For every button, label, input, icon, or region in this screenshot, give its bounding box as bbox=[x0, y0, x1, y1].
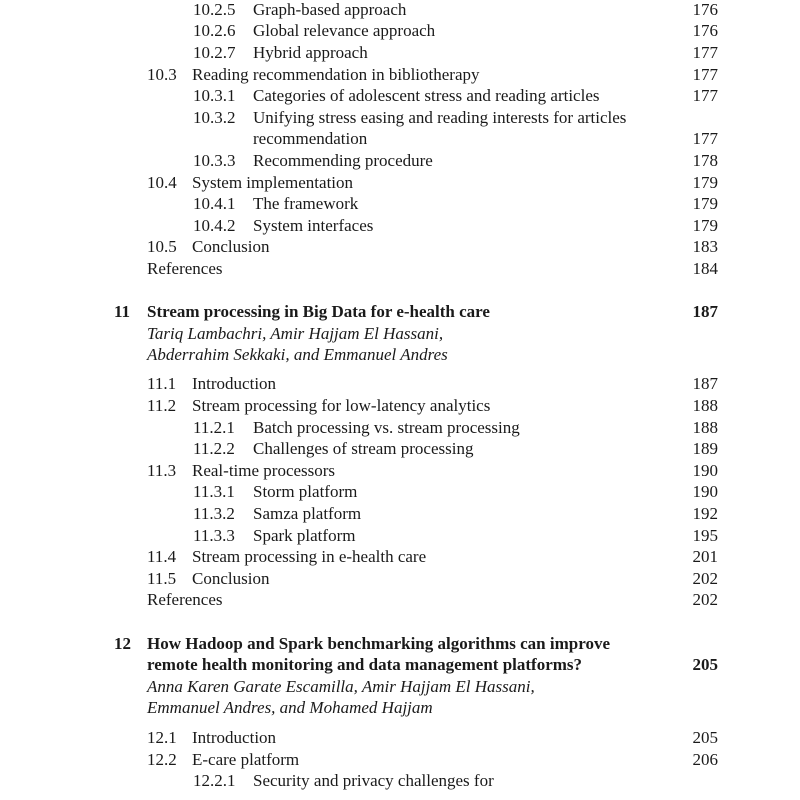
entry-number: 11.4 bbox=[147, 547, 177, 566]
entry-title: References bbox=[147, 259, 223, 278]
entry-title: System implementation bbox=[192, 173, 354, 192]
entry-page: 179 bbox=[692, 173, 718, 192]
entry-title: E-care platform bbox=[192, 750, 300, 769]
entry-page: 178 bbox=[692, 151, 718, 170]
entry-number: 10.4.2 bbox=[193, 216, 236, 235]
chapter-number: 12 bbox=[114, 634, 131, 653]
entry-number: 11.5 bbox=[147, 569, 177, 588]
entry-number: 10.3.1 bbox=[193, 86, 236, 105]
entry-page: 188 bbox=[692, 418, 718, 437]
entry-number: 12.2.1 bbox=[193, 771, 236, 790]
entry-page: 190 bbox=[692, 461, 718, 480]
entry-title: Real-time processors bbox=[192, 461, 336, 480]
entry-page: 177 bbox=[692, 86, 718, 105]
entry-page: 176 bbox=[692, 21, 718, 40]
entry-number: 11.3.2 bbox=[193, 504, 235, 523]
entry-page: 177 bbox=[692, 65, 718, 84]
entry-number: 11.2 bbox=[147, 396, 177, 415]
entry-number: 11.3 bbox=[147, 461, 177, 480]
entry-page: 192 bbox=[692, 504, 718, 523]
entry-number: 10.5 bbox=[147, 237, 177, 256]
chapter-title-continued: remote health monitoring and data management platforms? bbox=[147, 655, 583, 674]
entry-number: 10.4 bbox=[147, 173, 177, 192]
entry-page: 184 bbox=[692, 259, 718, 278]
entry-number: 12.2 bbox=[147, 750, 177, 769]
entry-number: 10.3.2 bbox=[193, 108, 236, 127]
entry-title: Unifying stress easing and reading interests for articles bbox=[253, 108, 627, 127]
entry-page: 179 bbox=[692, 194, 718, 213]
entry-title: System interfaces bbox=[253, 216, 374, 235]
entry-number: 11.3.3 bbox=[193, 526, 235, 545]
entry-title: The framework bbox=[253, 194, 359, 213]
chapter-title: Stream processing in Big Data for e-health care bbox=[147, 302, 490, 321]
entry-page: 202 bbox=[692, 590, 718, 609]
entry-title: Stream processing in e-health care bbox=[192, 547, 427, 566]
entry-title: Security and privacy challenges for bbox=[253, 771, 494, 790]
chapter-authors: Emmanuel Andres, and Mohamed Hajjam bbox=[147, 698, 433, 717]
entry-title: Conclusion bbox=[192, 569, 270, 588]
entry-title: Spark platform bbox=[253, 526, 356, 545]
chapter-authors: Tariq Lambachri, Amir Hajjam El Hassani, bbox=[147, 324, 444, 343]
entry-title: Introduction bbox=[192, 374, 277, 393]
entry-page: 201 bbox=[692, 547, 718, 566]
entry-page: 206 bbox=[692, 750, 718, 769]
entry-page: 205 bbox=[692, 728, 718, 747]
entry-title: References bbox=[147, 590, 223, 609]
entry-title: Conclusion bbox=[192, 237, 270, 256]
entry-number: 10.3.3 bbox=[193, 151, 236, 170]
entry-title-continued: recommendation bbox=[253, 129, 368, 148]
entry-title: Graph-based approach bbox=[253, 0, 407, 19]
entry-title: Storm platform bbox=[253, 482, 358, 501]
entry-title: Hybrid approach bbox=[253, 43, 368, 62]
entry-title: Reading recommendation in bibliotherapy bbox=[192, 65, 480, 84]
entry-page: 177 bbox=[692, 129, 718, 148]
entry-title: Recommending procedure bbox=[253, 151, 433, 170]
chapter-page: 187 bbox=[692, 302, 718, 321]
entry-number: 11.3.1 bbox=[193, 482, 235, 501]
entry-page: 190 bbox=[692, 482, 718, 501]
entry-number: 10.2.7 bbox=[193, 43, 236, 62]
entry-title: Categories of adolescent stress and reading articles bbox=[253, 86, 600, 105]
entry-page: 195 bbox=[692, 526, 718, 545]
entry-page: 177 bbox=[692, 43, 718, 62]
entry-number: 11.1 bbox=[147, 374, 177, 393]
entry-title: Introduction bbox=[192, 728, 277, 747]
entry-number: 10.2.5 bbox=[193, 0, 236, 19]
entry-number: 10.4.1 bbox=[193, 194, 236, 213]
entry-title: Challenges of stream processing bbox=[253, 439, 474, 458]
entry-page: 176 bbox=[692, 0, 718, 19]
entry-number: 10.2.6 bbox=[193, 21, 236, 40]
entry-title: Batch processing vs. stream processing bbox=[253, 418, 520, 437]
entry-title: Stream processing for low-latency analytics bbox=[192, 396, 491, 415]
entry-page: 202 bbox=[692, 569, 718, 588]
entry-page: 189 bbox=[692, 439, 718, 458]
entry-page: 183 bbox=[692, 237, 718, 256]
chapter-page: 205 bbox=[692, 655, 718, 674]
entry-page: 179 bbox=[692, 216, 718, 235]
entry-title: Global relevance approach bbox=[253, 21, 436, 40]
entry-page: 188 bbox=[692, 396, 718, 415]
chapter-authors: Anna Karen Garate Escamilla, Amir Hajjam El Hassani, bbox=[147, 677, 535, 696]
entry-number: 11.2.1 bbox=[193, 418, 235, 437]
entry-number: 12.1 bbox=[147, 728, 177, 747]
entry-title: Samza platform bbox=[253, 504, 362, 523]
chapter-authors: Abderrahim Sekkaki, and Emmanuel Andres bbox=[147, 345, 448, 364]
entry-number: 10.3 bbox=[147, 65, 177, 84]
chapter-title: How Hadoop and Spark benchmarking algorithms can improve bbox=[147, 634, 611, 653]
chapter-number: 11 bbox=[114, 302, 131, 321]
entry-number: 11.2.2 bbox=[193, 439, 235, 458]
entry-page: 187 bbox=[692, 374, 718, 393]
